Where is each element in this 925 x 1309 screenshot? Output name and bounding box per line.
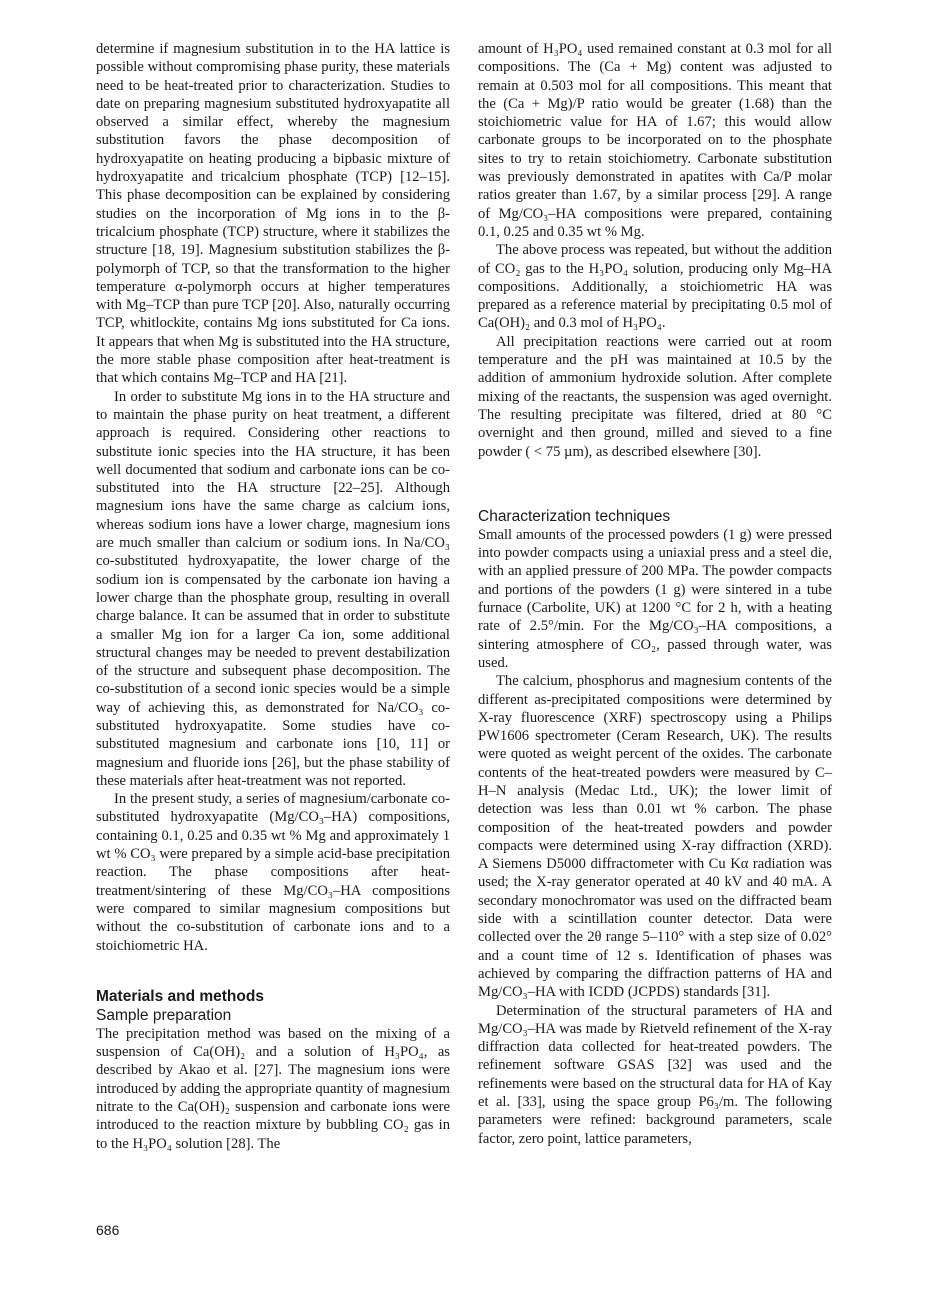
subsection-heading: Characterization techniques xyxy=(478,507,671,525)
paragraph: In the present study, a series of magnesium/carbonate co-substituted hydroxyapatite (Mg/CO₃–HA) compositions, containing 0.1, 0.25 and 0.35 wt % Mg and approximately 1 wt % CO₃ were prepared by a simple acid-base precipitation reaction. The phase compositions after heat-treatment/sintering of these Mg/CO₃–HA compositions were compared to similar magnesium compositions but without the co-substitution of carbonate ions and to a stoichiometric HA. xyxy=(96,791,450,954)
right-column xyxy=(478,40,832,1148)
paragraph: amount of H₃PO₄ used remained constant at 0.3 mol for all compositions. The (Ca + Mg) content was adjusted to remain at 0.503 mol for all compositions. This meant that the (Ca + Mg)/P ratio would be greater (1.68) than the stoichiometric value for HA of 1.67; this would allow carbonate groups to be incorporated on to the phosphate sites to try to retain stoichiometry. Carbonate substitution was previously demonstrated in apatites with Ca/P molar ratios greater than 1.67, by a similar process [29]. A range of Mg/CO₃–HA compositions were prepared, containing 0.1, 0.25 and 0.35 wt % Mg. xyxy=(478,41,832,240)
paragraph: Small amounts of the processed powders (1 g) were pressed into powder compacts using a uniaxial press and a steel die, with an applied pressure of 200 MPa. The powder compacts and portions of the powders (1 g) were sintered in a tube furnace (Carbolite, UK) at 1200 °C for 2 h, with a heating rate of 2.5°/min. For the Mg/CO₃–HA compositions, a sintering atmosphere of CO₂, passed through water, was used. xyxy=(478,526,832,671)
paragraph: The above process was repeated, but without the addition of CO₂ gas to the H₃PO₄ solution, producing only Mg–HA compositions. Additionally, a stoichiometric HA was prepared as a reference material by precipitating 0.5 mol of Ca(OH)₂ and 0.3 mol of H₃PO₄. xyxy=(478,242,832,332)
section-heading: Materials and methods xyxy=(96,987,264,1005)
paragraph: All precipitation reactions were carried out at room temperature and the pH was maintained at 10.5 by the addition of ammonium hydroxide solution. After complete mixing of the reactants, the suspension was aged overnight. The resulting precipitate was filtered, dried at 80 °C overnight and then ground, milled and sieved to a fine powder ( < 75 µm), as described elsewhere [30]. xyxy=(478,333,832,460)
subsection-heading: Sample preparation xyxy=(96,1006,232,1024)
paragraph: determine if magnesium substitution in to the HA lattice is possible without compromising phase purity, these materials need to be heat-treated prior to characterization. Studies to date on preparing magnesium substituted hydroxyapatite all observed a similar effect, whereby the magnesium substitution favors the phase decomposition of hydroxyapatite on heating producing a bipbasic mixture of hydroxyapatite and tricalcium phosphate (TCP) [12–15]. This phase decomposition can be explained by considering studies on the incorporation of Mg ions in to the β-tricalcium phosphate (TCP) structure, where it stabilizes the structure [18, 19]. Magnesium substitution stabilizes the β-polymorph of TCP, so that the transformation to the higher temperature α-polymorph occurs at higher temperatures with Mg–TCP than pure TCP [20]. Also, naturally occurring TCP, whitlockite, contains Mg ions substituted for Ca ions. It appears that when Mg is substituted into the HA structure, the more stable phase composition after heat-treatment is that which contains Mg–TCP and HA [21]. xyxy=(96,41,450,387)
page-number: 686 xyxy=(96,1222,120,1238)
paragraph: Determination of the structural parameters of HA and Mg/CO₃–HA was made by Rietveld refinement of the X-ray diffraction data collected for heat-treated powders. The refinement software GSAS [32] was used and the refinements were based on the structural data for HA of Kay et al. [33], using the space group P6₃/m. The following parameters were refined: background parameters, scale factor, zero point, lattice parameters, xyxy=(478,1002,832,1147)
paragraph: The calcium, phosphorus and magnesium contents of the different as-precipitated compositions were determined by X-ray fluorescence (XRF) spectroscopy using a Philips PW1606 spectrometer (Ceram Research, UK). The results were quoted as weight percent of the oxides. The carbonate contents of the heat-treated powders were measured by C–H–N analysis (Medac Ltd., UK); the lower limit of detection was less than 0.01 wt % carbon. The phase composition of the heat-treated powders and powder compacts were determined using X-ray diffraction (XRD). A Siemens D5000 diffractometer with Cu Kα radiation was used; the X-ray generator operated at 40 kV and 40 mA. A secondary monochromator was used on the diffracted beam side with a scintillation counter detector. Data were collected over the 2θ range 5–110° with a step size of 0.02° and a count time of 12 s. Identification of phases was achieved by comparing the diffraction patterns of HA and Mg/CO₃–HA with ICDD (JCPDS) standards [31]. xyxy=(478,673,832,1001)
paragraph: The precipitation method was based on the mixing of a suspension of Ca(OH)₂ and a solution of H₃PO₄, as described by Akao et al. [27]. The magnesium ions were introduced by adding the appropriate quantity of magnesium nitrate to the Ca(OH)₂ suspension and carbonate ions were introduced to the reaction mixture by bubbling CO₂ gas in to the H₃PO₄ solution [28]. The xyxy=(96,1025,450,1152)
paragraph: In order to substitute Mg ions in to the HA structure and to maintain the phase purity on heat treatment, a different approach is required. Considering other reactions to substitute ionic species into the HA structure, it has been well documented that sodium and carbonate ions can be co-substituted into the HA structure [22–25]. Although magnesium ions have the same charge as calcium ions, whereas sodium ions have a lower charge, magnesium ions are much smaller than calcium or sodium ions. In Na/CO₃ co-substituted hydroxyapatite, the lower charge of the sodium ion is compensated by the carbonate ion having a lower charge than the phosphate group, resulting in overall charge balance. It can be assumed that in order to substitute a smaller Mg ion for a larger Ca ion, some additional structural changes may be needed to prevent destabilization of the structure and subsequent phase decomposition. The co-substitution of a second ionic species would be a simple way of achieving this, as demonstrated for Na/CO₃ co-substituted hydroxyapatite. Some studies have co-substituted magnesium and carbonate ions [10, 11] or magnesium and fluoride ions [26], but the phase stability of these materials after heat-treatment was not reported. xyxy=(96,388,450,789)
left-column xyxy=(96,40,450,1153)
